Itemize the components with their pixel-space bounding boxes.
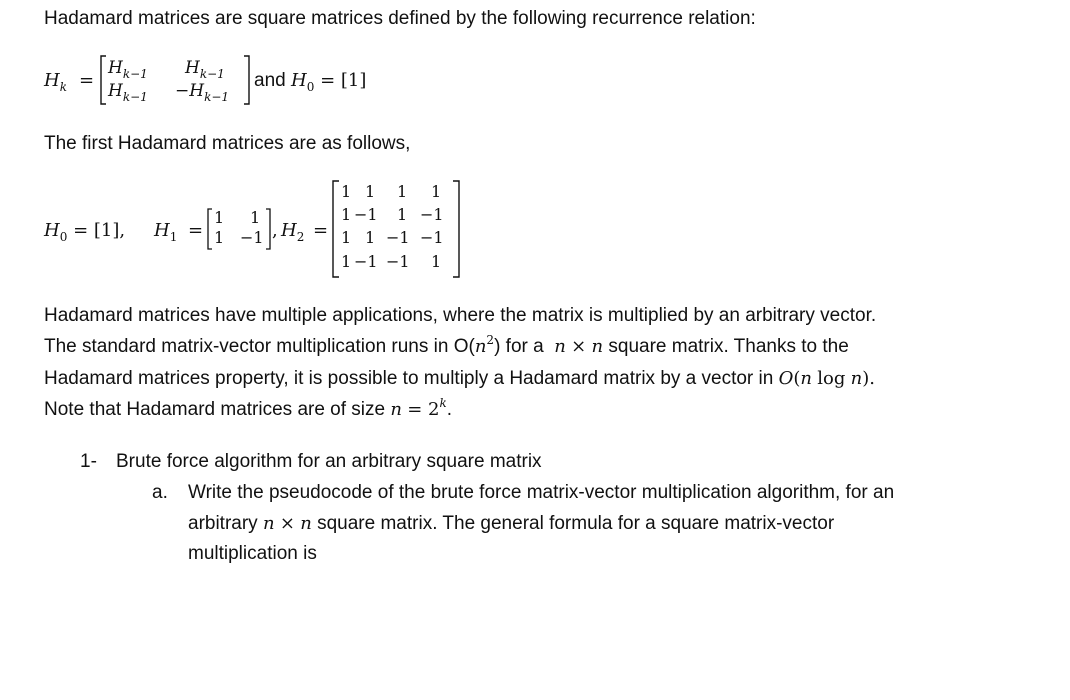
matrix-cell: 1 (397, 205, 408, 224)
equals-sign: = (79, 70, 95, 91)
matrix-cell: $H_{k-1}$ (185, 58, 225, 81)
first-matrices-text: The first Hadamard matrices are as follows, (44, 133, 411, 154)
matrix-cell: −1 (386, 228, 410, 247)
h2-matrix (331, 179, 461, 279)
h2-label: $H_2$ (281, 220, 305, 244)
hk-symbol: $H_k$ (44, 70, 67, 94)
matrix-cell: 1 (365, 182, 376, 201)
list-item-text: Brute force algorithm for an arbitrary square matrix (116, 451, 542, 472)
intro-text: Hadamard matrices are square matrices defined by the following recurrence relation: (44, 8, 756, 29)
matrix-cell: 1 (214, 228, 225, 247)
sub-item-line-1: Write the pseudocode of the brute force matrix-vector multiplication algorithm, for an (188, 482, 895, 503)
matrix-cell: −1 (420, 228, 444, 247)
matrix-cell: 1 (341, 182, 352, 201)
matrix-cell: 1 (365, 228, 376, 247)
matrix-cell: 1 (341, 228, 352, 247)
matrix-cell: $-H_{k-1}$ (175, 81, 230, 104)
paragraph-line-2: The standard matrix-vector multiplication runs in $O(n^2)$ for a n × n square matrix. Thanks to the (44, 333, 849, 357)
list-item-number: 1- (80, 451, 97, 472)
matrix-cell: −1 (354, 205, 378, 224)
h1-matrix (206, 207, 272, 251)
matrix-cell: 1 (341, 252, 352, 271)
matrix-cell: 1 (250, 208, 261, 227)
matrix-cell: −1 (386, 252, 410, 271)
paragraph-line-3: Hadamard matrices property, it is possible to multiply a Hadamard matrix by a vector in O(n log n). (44, 368, 876, 389)
h2-equals: = (313, 220, 329, 241)
matrix-cell: 1 (397, 182, 408, 201)
sub-item-line-2: arbitrary n × n square matrix. The general formula for a square matrix-vector (188, 513, 835, 534)
matrix-cell: $H_{k-1}$ (108, 58, 148, 81)
matrix-cell: $H_{k-1}$ (108, 81, 148, 104)
matrix-cell: 1 (431, 252, 442, 271)
matrix-cell: −1 (420, 205, 444, 224)
matrix-cell: −1 (354, 252, 378, 271)
matrix-cell: 1 (341, 205, 352, 224)
h1-equals: = (188, 220, 204, 241)
matrix-cell: 1 (431, 182, 442, 201)
and-text: and (254, 70, 286, 91)
matrix-cell: −1 (240, 228, 264, 247)
recurrence-matrix (99, 54, 251, 106)
matrix-cell: 1 (214, 208, 225, 227)
sub-item-label: a. (152, 482, 168, 503)
paragraph-line-1: Hadamard matrices have multiple applications, where the matrix is multiplied by an arbitrary vector. (44, 305, 877, 326)
paragraph-line-4: Note that Hadamard matrices are of size $n = 2^k$. (44, 396, 453, 420)
h0-example: $H_0 = [1]$, (44, 220, 126, 244)
h1-label: $H_1$ (154, 220, 178, 244)
h1-comma: , (272, 220, 278, 241)
sub-item-line-3: multiplication is (188, 543, 317, 564)
h0-definition: $H_0 = [1]$ (291, 70, 367, 94)
